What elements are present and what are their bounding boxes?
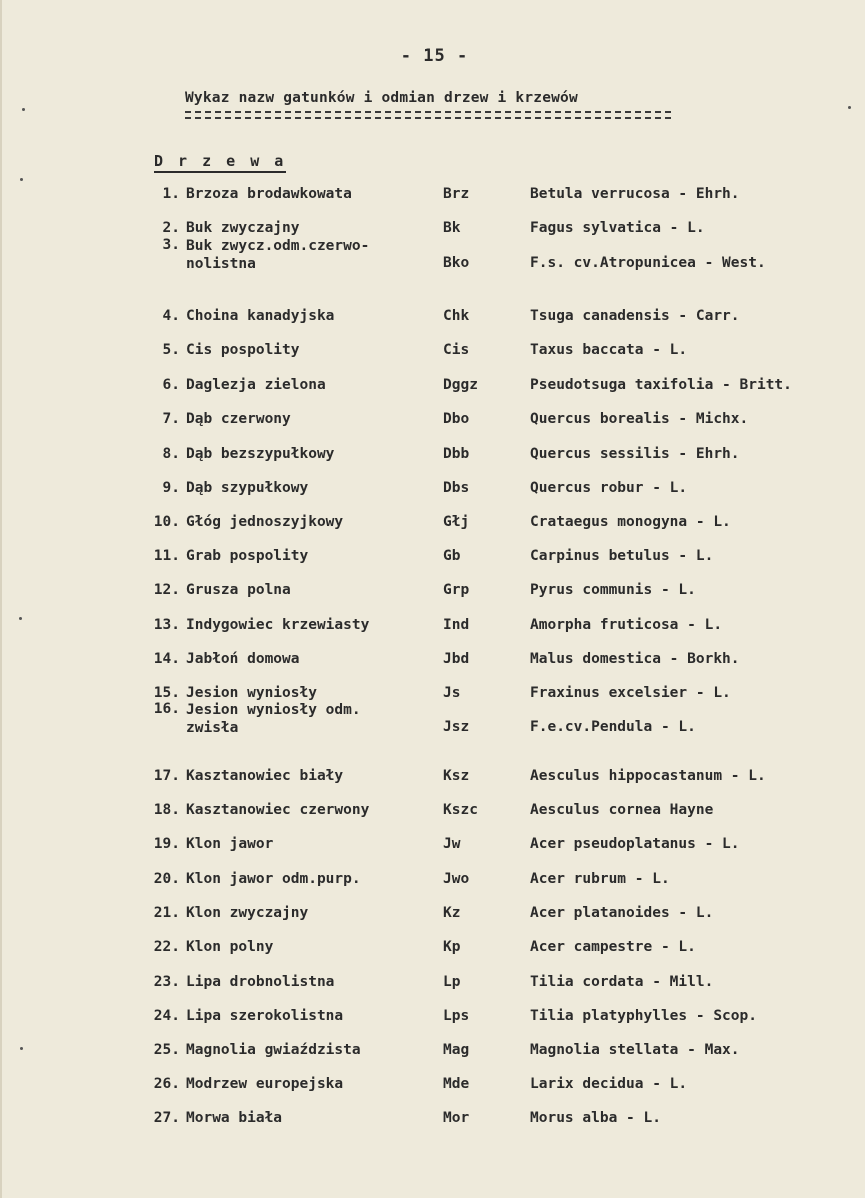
polish-name: Cis pospolity — [186, 342, 300, 358]
abbreviation: Kz — [443, 905, 461, 921]
polish-name — [186, 237, 369, 273]
polish-name — [186, 701, 361, 737]
abbreviation: Bk — [443, 220, 461, 236]
row-number: 14. — [153, 651, 180, 667]
latin-name: Amorpha fruticosa - L. — [530, 617, 723, 633]
paper-speck — [22, 108, 25, 111]
polish-name: Klon zwyczajny — [186, 905, 309, 921]
latin-name: Crataegus monogyna - L. — [530, 514, 731, 530]
row-number: 23. — [153, 974, 180, 990]
latin-name: Acer pseudoplatanus - L. — [530, 836, 740, 852]
polish-name: Głóg jednoszyjkowy — [186, 514, 344, 530]
row-number: 20. — [153, 871, 180, 887]
polish-name: Klon jawor odm.purp. — [186, 871, 361, 887]
row-number: 10. — [153, 514, 180, 530]
latin-name: Tilia cordata - Mill. — [530, 974, 714, 990]
latin-name: Malus domestica - Borkh. — [530, 651, 740, 667]
row-number: 7. — [162, 411, 180, 427]
latin-name: Betula verrucosa - Ehrh. — [530, 186, 740, 202]
polish-name: Grusza polna — [186, 582, 291, 598]
polish-name-line2: zwisła — [186, 720, 239, 736]
row-number: 5. — [162, 342, 180, 358]
row-number: 26. — [153, 1076, 180, 1092]
latin-name: Quercus robur - L. — [530, 480, 688, 496]
polish-name: Brzoza brodawkowata — [186, 186, 352, 202]
latin-name: Taxus baccata - L. — [530, 342, 688, 358]
latin-name: Pyrus communis - L. — [530, 582, 696, 598]
polish-name-line1: Buk zwycz.odm.czerwo- — [186, 238, 370, 254]
row-number: 4. — [162, 308, 180, 324]
row-number: 2. — [162, 220, 180, 236]
polish-name: Dąb bezszypułkowy — [186, 446, 335, 462]
paper-speck — [20, 178, 23, 181]
latin-name: Tilia platyphylles - Scop. — [530, 1008, 757, 1024]
row-number: 25. — [153, 1042, 180, 1058]
abbreviation: Ksz — [443, 768, 470, 784]
polish-name: Lipa drobnolistna — [186, 974, 335, 990]
abbreviation: Js — [443, 685, 461, 701]
abbreviation: Dbo — [443, 411, 470, 427]
abbreviation: Dbs — [443, 480, 470, 496]
paper-speck — [19, 617, 22, 620]
title-double-underline — [185, 111, 671, 119]
latin-name: Aesculus hippocastanum - L. — [530, 768, 766, 784]
latin-name: Fagus sylvatica - L. — [530, 220, 705, 236]
polish-name: Magnolia gwiaździsta — [186, 1042, 361, 1058]
document-title: Wykaz nazw gatunków i odmian drzew i krzewów — [185, 90, 578, 106]
row-number: 11. — [153, 548, 180, 564]
polish-name: Jesion wyniosły — [186, 685, 317, 701]
abbreviation: Kp — [443, 939, 461, 955]
abbreviation: Chk — [443, 308, 470, 324]
latin-name: Acer rubrum - L. — [530, 871, 670, 887]
row-number: 21. — [153, 905, 180, 921]
row-number: 9. — [162, 480, 180, 496]
row-number: 1. — [162, 186, 180, 202]
abbreviation: Mag — [443, 1042, 470, 1058]
abbreviation: Gb — [443, 548, 461, 564]
row-number: 24. — [153, 1008, 180, 1024]
polish-name: Kasztanowiec czerwony — [186, 802, 370, 818]
abbreviation: Głj — [443, 514, 470, 530]
row-number: 15. — [153, 685, 180, 701]
latin-name: Carpinus betulus - L. — [530, 548, 714, 564]
abbreviation: Jw — [443, 836, 461, 852]
row-number: 17. — [153, 768, 180, 784]
polish-name: Morwa biała — [186, 1110, 283, 1126]
row-number: 19. — [153, 836, 180, 852]
abbreviation: Kszc — [443, 802, 478, 818]
polish-name-line2: nolistna — [186, 256, 256, 272]
latin-name: F.s. cv.Atropunicea - West. — [530, 255, 766, 271]
latin-name: Larix decidua - L. — [530, 1076, 688, 1092]
polish-name: Grab pospolity — [186, 548, 309, 564]
latin-name: Fraxinus excelsier - L. — [530, 685, 731, 701]
latin-name: Pseudotsuga taxifolia - Britt. — [530, 377, 792, 393]
abbreviation: Jbd — [443, 651, 470, 667]
abbreviation: Lps — [443, 1008, 470, 1024]
polish-name: Daglezja zielona — [186, 377, 326, 393]
abbreviation: Ind — [443, 617, 470, 633]
abbreviation: Dbb — [443, 446, 470, 462]
page-number: - 15 - — [400, 46, 469, 66]
latin-name: Tsuga canadensis - Carr. — [530, 308, 740, 324]
row-number: 13. — [153, 617, 180, 633]
row-number: 12. — [153, 582, 180, 598]
polish-name: Kasztanowiec biały — [186, 768, 344, 784]
latin-name: Magnolia stellata - Max. — [530, 1042, 740, 1058]
polish-name: Dąb czerwony — [186, 411, 291, 427]
row-number: 27. — [153, 1110, 180, 1126]
section-heading: D r z e w a — [154, 152, 286, 173]
polish-name: Klon jawor — [186, 836, 274, 852]
abbreviation: Jwo — [443, 871, 470, 887]
polish-name: Modrzew europejska — [186, 1076, 344, 1092]
latin-name: Quercus sessilis - Ehrh. — [530, 446, 740, 462]
polish-name-line1: Jesion wyniosły odm. — [186, 702, 361, 718]
paper-speck — [848, 106, 851, 109]
abbreviation: Cis — [443, 342, 470, 358]
latin-name: F.e.cv.Pendula - L. — [530, 719, 696, 735]
abbreviation: Grp — [443, 582, 470, 598]
latin-name: Acer campestre - L. — [530, 939, 696, 955]
latin-name: Morus alba - L. — [530, 1110, 661, 1126]
polish-name: Klon polny — [186, 939, 274, 955]
latin-name: Aesculus cornea Hayne — [530, 802, 714, 818]
polish-name: Choina kanadyjska — [186, 308, 335, 324]
polish-name: Dąb szypułkowy — [186, 480, 309, 496]
row-number: 16. — [153, 701, 180, 717]
abbreviation: Brz — [443, 186, 470, 202]
abbreviation: Jsz — [443, 719, 470, 735]
paper-speck — [20, 1047, 23, 1050]
abbreviation: Dggz — [443, 377, 478, 393]
polish-name: Indygowiec krzewiasty — [186, 617, 370, 633]
row-number: 3. — [162, 237, 180, 253]
latin-name: Acer platanoides - L. — [530, 905, 714, 921]
row-number: 18. — [153, 802, 180, 818]
polish-name: Buk zwyczajny — [186, 220, 300, 236]
row-number: 22. — [153, 939, 180, 955]
polish-name: Jabłoń domowa — [186, 651, 300, 667]
abbreviation: Lp — [443, 974, 461, 990]
row-number: 8. — [162, 446, 180, 462]
row-number: 6. — [162, 377, 180, 393]
polish-name: Lipa szerokolistna — [186, 1008, 344, 1024]
abbreviation: Mor — [443, 1110, 470, 1126]
abbreviation: Mde — [443, 1076, 470, 1092]
latin-name: Quercus borealis - Michx. — [530, 411, 749, 427]
abbreviation: Bko — [443, 255, 470, 271]
